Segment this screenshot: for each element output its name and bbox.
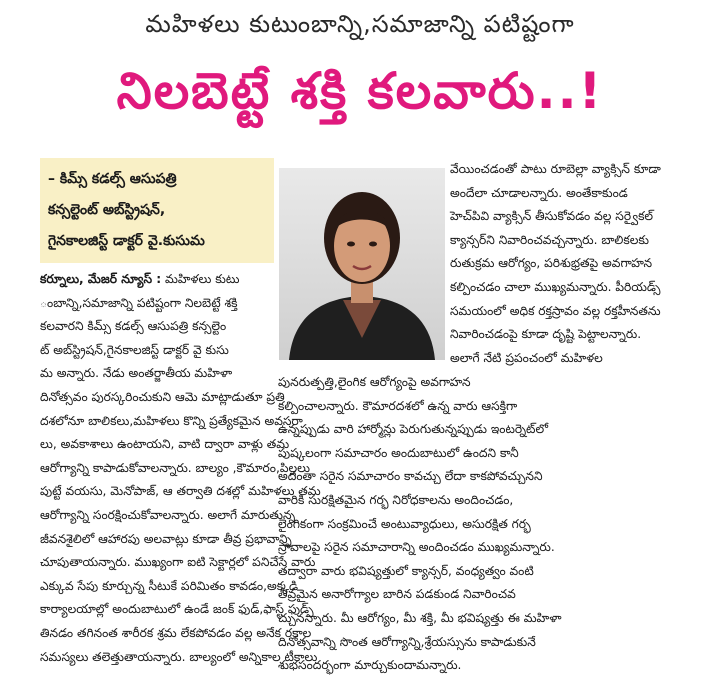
- body-line: అలాగే నేటి ప్రపంచంలో మహిళల: [450, 350, 603, 365]
- dateline: కర్నూలు, మేజర్ న్యూస్ :: [40, 272, 162, 286]
- body-line: క్యాన్సర్‌ని నివారించవచ్చన్నారు. బాలికలకు: [450, 232, 649, 247]
- body-line: స్రావాలపై సరైన సమాచారాన్ని అందించడం ముఖ్యమన్నారు.: [278, 540, 555, 555]
- body-line: పుట్టే వయసు, మెనోపాజ్, ఆ తర్వాతి దశల్లో మహిళలు తమ: [40, 484, 321, 499]
- body-line: చ్చునన్నారు. మీ ఆరోగ్యం, మీ శక్తి, మీ భవిష్యత్తు ఈ మహిళా: [278, 610, 562, 625]
- body-line: జీవనశైలిలో ఆహారపు అలవాట్లు కూడా తీవ్ర ప్రభావాన్ని: [40, 531, 292, 546]
- body-line: పునరుత్పత్తి,లైంగిక ఆరోగ్యంపై అవగాహన: [278, 375, 471, 389]
- byline-line: కన్సల్టెంట్ అబ్‌స్ట్రిషన్,: [48, 202, 166, 218]
- article-column-1: [40, 268, 321, 669]
- body-line: కల్పించడం చాలా ముఖ్యమన్నారు. పీరియడ్స్: [450, 279, 661, 294]
- body-line: ఎక్కువ సేపు కూర్చున్న సీటుకే పరిమితం కావడం,అక్కడి: [40, 578, 298, 593]
- body-line: కలవారని కిమ్స్ కడల్స్ ఆసుపత్రి కన్సల్టెం: [40, 319, 227, 334]
- body-line: సమయంలో అధిక రక్తస్రావం వల్ల రక్తహీనతను: [450, 303, 661, 318]
- body-line: వేయించడంతో పాటు రూబెల్లా వ్యాక్సిన్ కూడా: [450, 162, 661, 176]
- body-line: లైంగికంగా సంక్రమించే అంటువ్యాధులు, అసురక్షిత గర్భ: [278, 516, 531, 531]
- body-line: [40, 268, 276, 292]
- body-line: అందేలా చూడాలన్నారు. అంతేకాకుండ: [450, 185, 628, 200]
- article-column-2-top: [450, 158, 696, 370]
- body-line: ఉన్నప్పుడు వారి హార్మోన్లు పెరుగుతున్నప్పుడు ఇంటర్నెట్‌లో: [278, 422, 549, 437]
- article-column-2-bottom: [278, 371, 696, 678]
- body-line: దశలోనూ బాలికలు,మహిళలు కొన్ని ప్రత్యేకమైన అవసరా: [40, 413, 303, 428]
- body-line: లు, అవకాశాలు ఉంటాయని, వాటి ద్వారా వాళ్లు తమ: [40, 437, 290, 452]
- body-line: ంబాన్ని,సమాజాన్ని పటిష్టంగా నిలబెట్టే శక్తి: [40, 295, 238, 310]
- body-line: వారికి సురక్షితమైన గర్భ నిరోధకాలను అందించడం,: [278, 492, 514, 507]
- body-line: ట్ అబ్‌స్ట్రిషన్,గైనకాలజిస్ట్ డాక్టర్ వై కుసు: [40, 342, 229, 357]
- byline-line: గైనకాలజిస్ట్ డాక్టర్ వై.కుసుమ: [48, 233, 205, 249]
- byline-box: [40, 158, 274, 263]
- body-line: తినడం తగినంత శారీరక శ్రమ లేకపోవడం వల్ల అనేక రకాల: [40, 625, 312, 640]
- body-line: అదంతా సరైన సమాచారం కావచ్చు లేదా కాకపోవచ్చునని: [278, 469, 543, 484]
- body-line: ఆరోగ్యాన్ని సంరక్షించుకోవాలన్నారు. అలాగే మారుతున్న: [40, 507, 296, 522]
- body-text: మహిళలు కుటు: [165, 272, 240, 286]
- doctor-portrait-photo: [279, 168, 445, 360]
- body-line: మ అన్నారు. నేడు అంతర్జాతీయ మహిళా: [40, 366, 233, 381]
- body-line: దినోత్సవం పురస్కరించుకుని ఆమె మాట్లాడుతూ ప్రతి: [40, 389, 285, 404]
- body-line: పుష్కలంగా సమాచారం అందుబాటులో ఉందని కానీ: [278, 445, 519, 460]
- body-line: కార్యాలయాల్లో అందుబాటులో ఉండే జంక్ ఫుడ్,ఫాస్ట్ ఫుడ్స్: [40, 602, 314, 617]
- body-line: నివారించడంపై కూడా దృష్టి పెట్టాలన్నారు.: [450, 327, 642, 342]
- body-line: చూపుతాయన్నారు. ముఖ్యంగా ఐటి సెక్టార్లలో పనిచేసే వారు: [40, 555, 316, 570]
- body-line: దినోత్సవాన్ని సొంత ఆరోగ్యాన్ని,శ్రేయస్సును కాపాడుకునే: [278, 634, 536, 649]
- body-line: శుభసందర్భంగా మార్చుకుందామన్నారు.: [278, 658, 462, 673]
- article-headline: నిలబెట్టే శక్తి కలవారు..!: [116, 62, 604, 120]
- article-subheadline: మహిళలు కుటుంబాన్ని,సమాజాన్ని పటిష్టంగా: [145, 10, 575, 38]
- doctor-portrait-illustration: [279, 168, 445, 360]
- body-line: తద్వారా వారు భవిష్యత్తులో క్యాన్సర్, వంధ్యత్వం వంటి: [278, 563, 534, 578]
- body-line: ఆరోగ్యాన్ని కాపాడుకోవాలన్నారు. బాల్యం ,కౌమారం,పిల్లలు: [40, 460, 310, 475]
- body-line: హెచ్‌పివి వ్యాక్సిన్ తీసుకోవడం వల్ల సర్వైకల్: [450, 209, 654, 224]
- body-line: సమస్యలు తలెత్తుతాయన్నారు. బాల్యంలో అన్నికాల టీకాలు: [40, 649, 318, 664]
- body-line: తీవ్రమైన అనారోగ్యాల బారిన పడకుండ నివారించవ: [278, 587, 516, 602]
- byline-line: – కిమ్స్ కడల్స్ ఆసుపత్రి: [48, 171, 177, 187]
- body-line: కల్పించాలన్నారు. కౌమారదశలో ఉన్న వారు ఆసక్తిగా: [278, 398, 518, 413]
- body-line: రుతుక్రమ ఆరోగ్యం, పరిశుభ్రతపై అవగాహన: [450, 256, 653, 271]
